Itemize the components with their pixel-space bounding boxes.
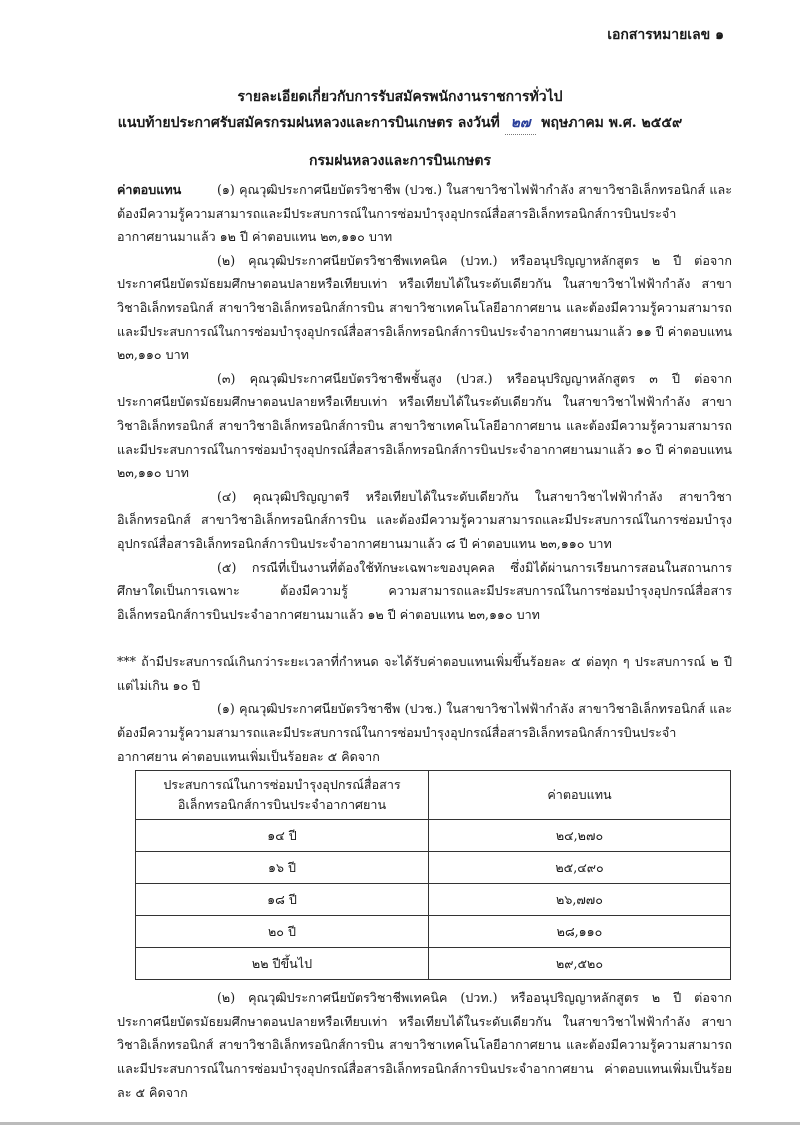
- document-number: เอกสารหมายเลข ๑: [607, 27, 724, 43]
- extra-pay-note: *** ถ้ามีประสบการณ์เกินกว่าระยะเวลาที่กำหนด จะได้รับค่าตอบแทนเพิ่มขึ้นร้อยละ ๕ ต่อทุก ๆ ประสบการณ์ ๒ ปี แต่ไม่เกิน ๑๐ ปี: [117, 654, 732, 693]
- section-gap: [117, 626, 732, 650]
- subtitle-month-year: พฤษภาคม พ.ศ. ๒๕๕๙: [541, 115, 683, 131]
- table-row: [136, 884, 731, 916]
- document-title: รายละเอียดเกี่ยวกับการรับสมัครพนักงานราชการทั่วไป: [237, 89, 563, 105]
- table-row: [136, 916, 731, 948]
- organization-heading: กรมฝนหลวงและการบินเกษตร: [308, 153, 492, 169]
- table-cell-years: ๒๐ ปี: [136, 916, 429, 948]
- document-subtitle: [0, 112, 800, 135]
- table-header-pay: ค่าตอบแทน: [429, 771, 731, 820]
- compensation-item-5: (๕) กรณีที่เป็นงานที่ต้องใช้ทักษะเฉพาะของบุคคล ซึ่งมิได้ผ่านการเรียนการสอนในสถานการศึกษาใดเป็นการเฉพาะ ต้องมีความรู้ ความสามารถและมีประสบการณ์ในการซ่อมบำรุงอุปกรณ์สื่อสารอิเล็กทรอนิกส์การบินประจำอากาศยานมาแล้ว ๑๒ ปี ค่าตอบแทน ๒๓,๑๑๐ บาท: [117, 559, 732, 622]
- table-cell-years: ๑๔ ปี: [136, 820, 429, 852]
- table-cell-years: ๒๒ ปีขึ้นไป: [136, 948, 429, 980]
- page-bottom-rule: [0, 1122, 800, 1125]
- extra-item-1: (๑) คุณวุฒิประกาศนียบัตรวิชาชีพ (ปวช.) ในสาขาวิชาไฟฟ้ากำลัง สาขาวิชาอิเล็กทรอนิกส์ และต้องมีความรู้ความสามารถและมีประสบการณ์ในการซ่อมบำรุงอุปกรณ์สื่อสารอิเล็กทรอนิกส์การบินประจำอากาศยาน ค่าตอบแทนเพิ่มเป็นร้อยละ ๕ คิดจาก: [117, 701, 732, 764]
- compensation-item-4: (๔) คุณวุฒิปริญญาตรี หรือเทียบได้ในระดับเดียวกัน ในสาขาวิชาไฟฟ้ากำลัง สาขาวิชาอิเล็กทรอนิกส์ สาขาวิชาอิเล็กทรอนิกส์การบิน และต้องมีความรู้ความสามารถและมีประสบการณ์ในการซ่อมบำรุงอุปกรณ์สื่อสารอิเล็กทรอนิกส์การบินประจำอากาศยานมาแล้ว ๘ ปี ค่าตอบแทน ๒๓,๑๑๐ บาท: [117, 488, 732, 551]
- table-cell-years: ๑๘ ปี: [136, 884, 429, 916]
- compensation-item-1: [117, 178, 732, 249]
- compensation-label: ค่าตอบแทน: [117, 182, 182, 197]
- table-header-experience-line1: ประสบการณ์ในการซ่อมบำรุงอุปกรณ์สื่อสาร: [163, 777, 401, 793]
- extra-item-2: (๒) คุณวุฒิประกาศนียบัตรวิชาชีพเทคนิค (ปวท.) หรืออนุปริญญาหลักสูตร ๒ ปี ต่อจากประกาศนียบัตรมัธยมศึกษาตอนปลายหรือเทียบเท่า หรือเทียบได้ในระดับเดียวกัน ในสาขาวิชาไฟฟ้ากำลัง สาขาวิชาอิเล็กทรอนิกส์ สาขาวิชาอิเล็กทรอนิกส์การบิน สาขาวิชาเทคโนโลยีอากาศยาน และต้องมีความรู้ความสามารถและมีประสบการณ์ในการซ่อมบำรุงอุปกรณ์สื่อสารอิเล็กทรอนิกส์การบินประจำอากาศยาน ค่าตอบแทนเพิ่มเป็นร้อยละ ๕ คิดจาก: [117, 990, 732, 1100]
- table-header-experience-line2: อิเล็กทรอนิกส์การบินประจำอากาศยาน: [177, 797, 387, 813]
- extra-pay-table: [135, 770, 731, 980]
- table-cell-pay: ๒๙,๕๒๐: [429, 948, 731, 980]
- table-row: [136, 820, 731, 852]
- subtitle-text: แนบท้ายประกาศรับสมัครกรมฝนหลวงและการบินเกษตร ลงวันที่: [117, 115, 500, 131]
- compensation-item-2: (๒) คุณวุฒิประกาศนียบัตรวิชาชีพเทคนิค (ปวท.) หรืออนุปริญญาหลักสูตร ๒ ปี ต่อจากประกาศนียบัตรมัธยมศึกษาตอนปลายหรือเทียบเท่า หรือเทียบได้ในระดับเดียวกัน ในสาขาวิชาไฟฟ้ากำลัง สาขาวิชาอิเล็กทรอนิกส์ สาขาวิชาอิเล็กทรอนิกส์การบิน สาขาวิชาเทคโนโลยีอากาศยาน และต้องมีความรู้ความสามารถและมีประสบการณ์ในการซ่อมบำรุงอุปกรณ์สื่อสารอิเล็กทรอนิกส์การบินประจำอากาศยานมาแล้ว ๑๑ ปี ค่าตอบแทน ๒๓,๑๑๐ บาท: [117, 252, 732, 363]
- document-body: [117, 178, 732, 1104]
- compensation-item-1-text: (๑) คุณวุฒิประกาศนียบัตรวิชาชีพ (ปวช.) ในสาขาวิชาไฟฟ้ากำลัง สาขาวิชาอิเล็กทรอนิกส์ และต้องมีความรู้ความสามารถและมีประสบการณ์ในการซ่อมบำรุงอุปกรณ์สื่อสารอิเล็กทรอนิกส์การบินประจำอากาศยานมาแล้ว ๑๒ ปี ค่าตอบแทน ๒๓,๑๑๐ บาท: [117, 182, 732, 245]
- table-cell-pay: ๒๘,๑๑๐: [429, 916, 731, 948]
- table-row: [136, 852, 731, 884]
- table-cell-years: ๑๖ ปี: [136, 852, 429, 884]
- table-row: [136, 948, 731, 980]
- handwritten-date: ๒๗: [505, 112, 537, 135]
- table-header-row: [136, 771, 731, 820]
- table-header-experience: [136, 771, 429, 820]
- table-cell-pay: ๒๔,๒๗๐: [429, 820, 731, 852]
- table-cell-pay: ๒๕,๔๙๐: [429, 852, 731, 884]
- table-cell-pay: ๒๖,๗๗๐: [429, 884, 731, 916]
- compensation-item-3: (๓) คุณวุฒิประกาศนียบัตรวิชาชีพชั้นสูง (ปวส.) หรืออนุปริญญาหลักสูตร ๓ ปี ต่อจากประกาศนียบัตรมัธยมศึกษาตอนปลายหรือเทียบเท่า หรือเทียบได้ในระดับเดียวกัน ในสาขาวิชาไฟฟ้ากำลัง สาขาวิชาอิเล็กทรอนิกส์ สาขาวิชาอิเล็กทรอนิกส์การบิน สาขาวิชาเทคโนโลยีอากาศยาน และต้องมีความรู้ความสามารถและมีประสบการณ์ในการซ่อมบำรุงอุปกรณ์สื่อสารอิเล็กทรอนิกส์การบินประจำอากาศยานมาแล้ว ๑๐ ปี ค่าตอบแทน ๒๓,๑๑๐ บาท: [117, 370, 732, 481]
